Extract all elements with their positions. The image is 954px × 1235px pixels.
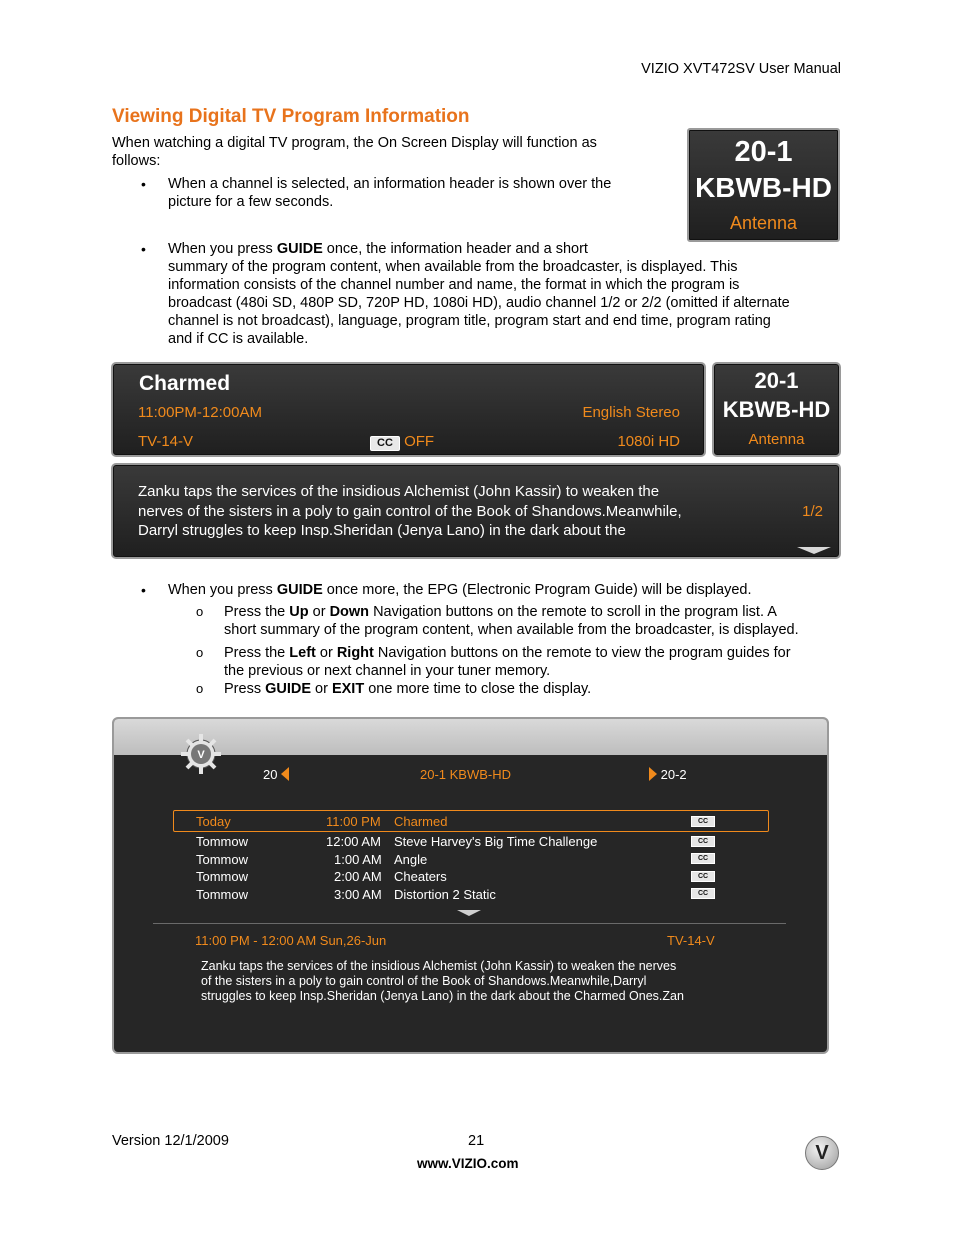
summary-line-1: Zanku taps the services of the insidious Alchemist (John Kassir) to weaken the xyxy=(138,483,660,500)
cc-icon: CC xyxy=(370,436,400,451)
bullet-2-line-3: information consists of the channel number and name, the format in which the program is xyxy=(168,277,740,293)
epg-day: Tommow xyxy=(196,852,249,867)
epg-row[interactable] xyxy=(196,887,716,905)
channel-banner-osd xyxy=(712,362,841,457)
sub-bullet-2-line-2: the previous or next channel in your tuner memory. xyxy=(224,663,551,679)
epg-time: 2:00 AM xyxy=(334,869,382,884)
bullet-2-line-6: and if CC is available. xyxy=(168,331,309,347)
bullet-symbol: • xyxy=(141,241,146,257)
summary-line-2: nerves of the sisters in a poly to gain control of the Book of Shandows.Meanwhile, xyxy=(138,502,682,520)
epg-divider xyxy=(153,923,786,924)
sub-bullet-3-line-1: Press GUIDE or EXIT one more time to close the display. xyxy=(224,681,592,697)
cc-icon: CC xyxy=(691,853,715,864)
audio-language: English Stereo xyxy=(582,404,680,421)
epg-title: Charmed xyxy=(394,814,448,829)
epg-row[interactable] xyxy=(196,814,716,832)
summary-text xyxy=(138,482,682,541)
epg-title: Steve Harvey's Big Time Challenge xyxy=(394,834,598,849)
arrow-right-icon[interactable] xyxy=(649,767,657,781)
broadcast-format: 1080i HD xyxy=(617,433,680,450)
footer-page-number: 21 xyxy=(468,1133,485,1149)
epg-title: Angle xyxy=(394,852,428,867)
epg-detail-line-1: Zanku taps the services of the insidious Alchemist (John Kassir) to weaken the nerves xyxy=(201,959,677,973)
sub-bullet-1-line-1: Press the Up or Down Navigation buttons on the remote to scroll in the program list. A xyxy=(224,604,777,620)
bullet-2-line-4: broadcast (480i SD, 480P SD, 720P HD, 1080i HD), audio channel 1/2 or 2/2 (omitted if alternate xyxy=(168,295,790,311)
channel-number: 20-1 xyxy=(754,368,799,393)
info-header-panel xyxy=(111,362,706,457)
prev-channel[interactable] xyxy=(263,767,289,782)
prev-channel-label: 20 xyxy=(263,767,278,782)
epg-time: 11:00 PM xyxy=(326,814,381,829)
footer-website[interactable]: www.VIZIO.com xyxy=(417,1156,519,1171)
epg-scroll-down-icon[interactable] xyxy=(457,910,481,916)
sub-bullet-symbol: o xyxy=(196,681,204,696)
cc-state: OFF xyxy=(404,433,435,450)
vizio-gear-logo-icon xyxy=(178,731,224,781)
sub-bullet-symbol: o xyxy=(196,604,204,619)
current-channel: 20-1 KBWB-HD xyxy=(420,767,512,782)
scroll-down-icon[interactable] xyxy=(797,547,831,554)
channel-name: KBWB-HD xyxy=(722,397,831,422)
intro-line-1: When watching a digital TV program, the On Screen Display will function as xyxy=(112,135,597,151)
epg-time: 12:00 AM xyxy=(326,834,381,849)
summary-page-indicator: 1/2 xyxy=(802,503,823,520)
section-title: Viewing Digital TV Program Information xyxy=(112,106,470,127)
epg-detail-text xyxy=(201,959,684,1004)
sub-bullet-2-line-1: Press the Left or Right Navigation buttons on the remote to view the program guides for xyxy=(224,645,791,661)
vizio-logo-icon: V xyxy=(805,1136,839,1170)
sub-bullet-symbol: o xyxy=(196,645,204,660)
cc-icon: CC xyxy=(691,836,715,847)
program-time: 11:00PM-12:00AM xyxy=(138,404,262,421)
epg-detail-time: 11:00 PM - 12:00 AM Sun,26-Jun xyxy=(195,933,387,948)
program-title: Charmed xyxy=(139,372,231,395)
channel-source: Antenna xyxy=(729,213,798,233)
bullet-symbol: • xyxy=(141,176,146,192)
epg-row[interactable] xyxy=(196,834,716,852)
cc-icon: CC xyxy=(691,816,715,827)
epg-row[interactable] xyxy=(196,852,716,870)
bullet-2-line-5: channel is not broadcast), language, program title, program start and end time, program rating xyxy=(168,313,771,329)
bullet-2-line-1: When you press GUIDE once, the information header and a short xyxy=(168,241,588,257)
bullet-2-line-2: summary of the program content, when available from the broadcaster, is displayed. This xyxy=(168,259,738,275)
channel-banner xyxy=(687,128,840,242)
epg-title: Cheaters xyxy=(394,869,447,884)
bullet-symbol: • xyxy=(141,582,146,598)
next-channel-label: 20-2 xyxy=(660,767,687,782)
epg-time: 3:00 AM xyxy=(334,887,382,902)
channel-number: 20-1 xyxy=(734,136,793,168)
intro-line-2: follows: xyxy=(112,153,161,169)
channel-name: KBWB-HD xyxy=(695,172,832,203)
epg-detail-line-2: of the sisters in a poly to gain control of the Book of Shandows.Meanwhile,Darryl xyxy=(201,974,647,988)
cc-icon: CC xyxy=(691,871,715,882)
epg-row[interactable] xyxy=(196,869,716,887)
arrow-left-icon[interactable] xyxy=(281,767,289,781)
sub-bullet-1-line-2: short summary of the program content, when available from the broadcaster, is displayed. xyxy=(224,622,799,638)
program-summary-panel xyxy=(111,463,841,559)
epg-day: Tommow xyxy=(196,869,249,884)
footer-version: Version 12/1/2009 xyxy=(112,1133,229,1149)
svg-text:V: V xyxy=(197,749,205,761)
epg-detail-line-3: struggles to keep Insp.Sheridan (Jenya Lano) in the dark about the Charmed Ones.Zan xyxy=(201,989,684,1003)
cc-icon: CC xyxy=(691,888,715,899)
bullet-3-line-1: When you press GUIDE once more, the EPG (Electronic Program Guide) will be displayed. xyxy=(168,582,752,598)
cc-indicator xyxy=(370,433,434,451)
next-channel[interactable] xyxy=(649,767,687,782)
channel-source: Antenna xyxy=(748,431,805,448)
epg-day: Tommow xyxy=(196,834,249,849)
epg-title: Distortion 2 Static xyxy=(394,887,496,902)
bullet-1-line-2: picture for a few seconds. xyxy=(168,194,334,210)
summary-line-3: Darryl struggles to keep Insp.Sheridan (Jenya Lano) in the dark about the xyxy=(138,522,626,539)
program-rating: TV-14-V xyxy=(138,433,194,450)
manual-title: VIZIO XVT472SV User Manual xyxy=(641,61,841,77)
epg-day: Today xyxy=(196,814,231,829)
bullet-1-line-1: When a channel is selected, an information header is shown over the xyxy=(168,176,612,192)
epg-time: 1:00 AM xyxy=(334,852,382,867)
epg-detail-rating: TV-14-V xyxy=(667,933,715,948)
epg-day: Tommow xyxy=(196,887,249,902)
